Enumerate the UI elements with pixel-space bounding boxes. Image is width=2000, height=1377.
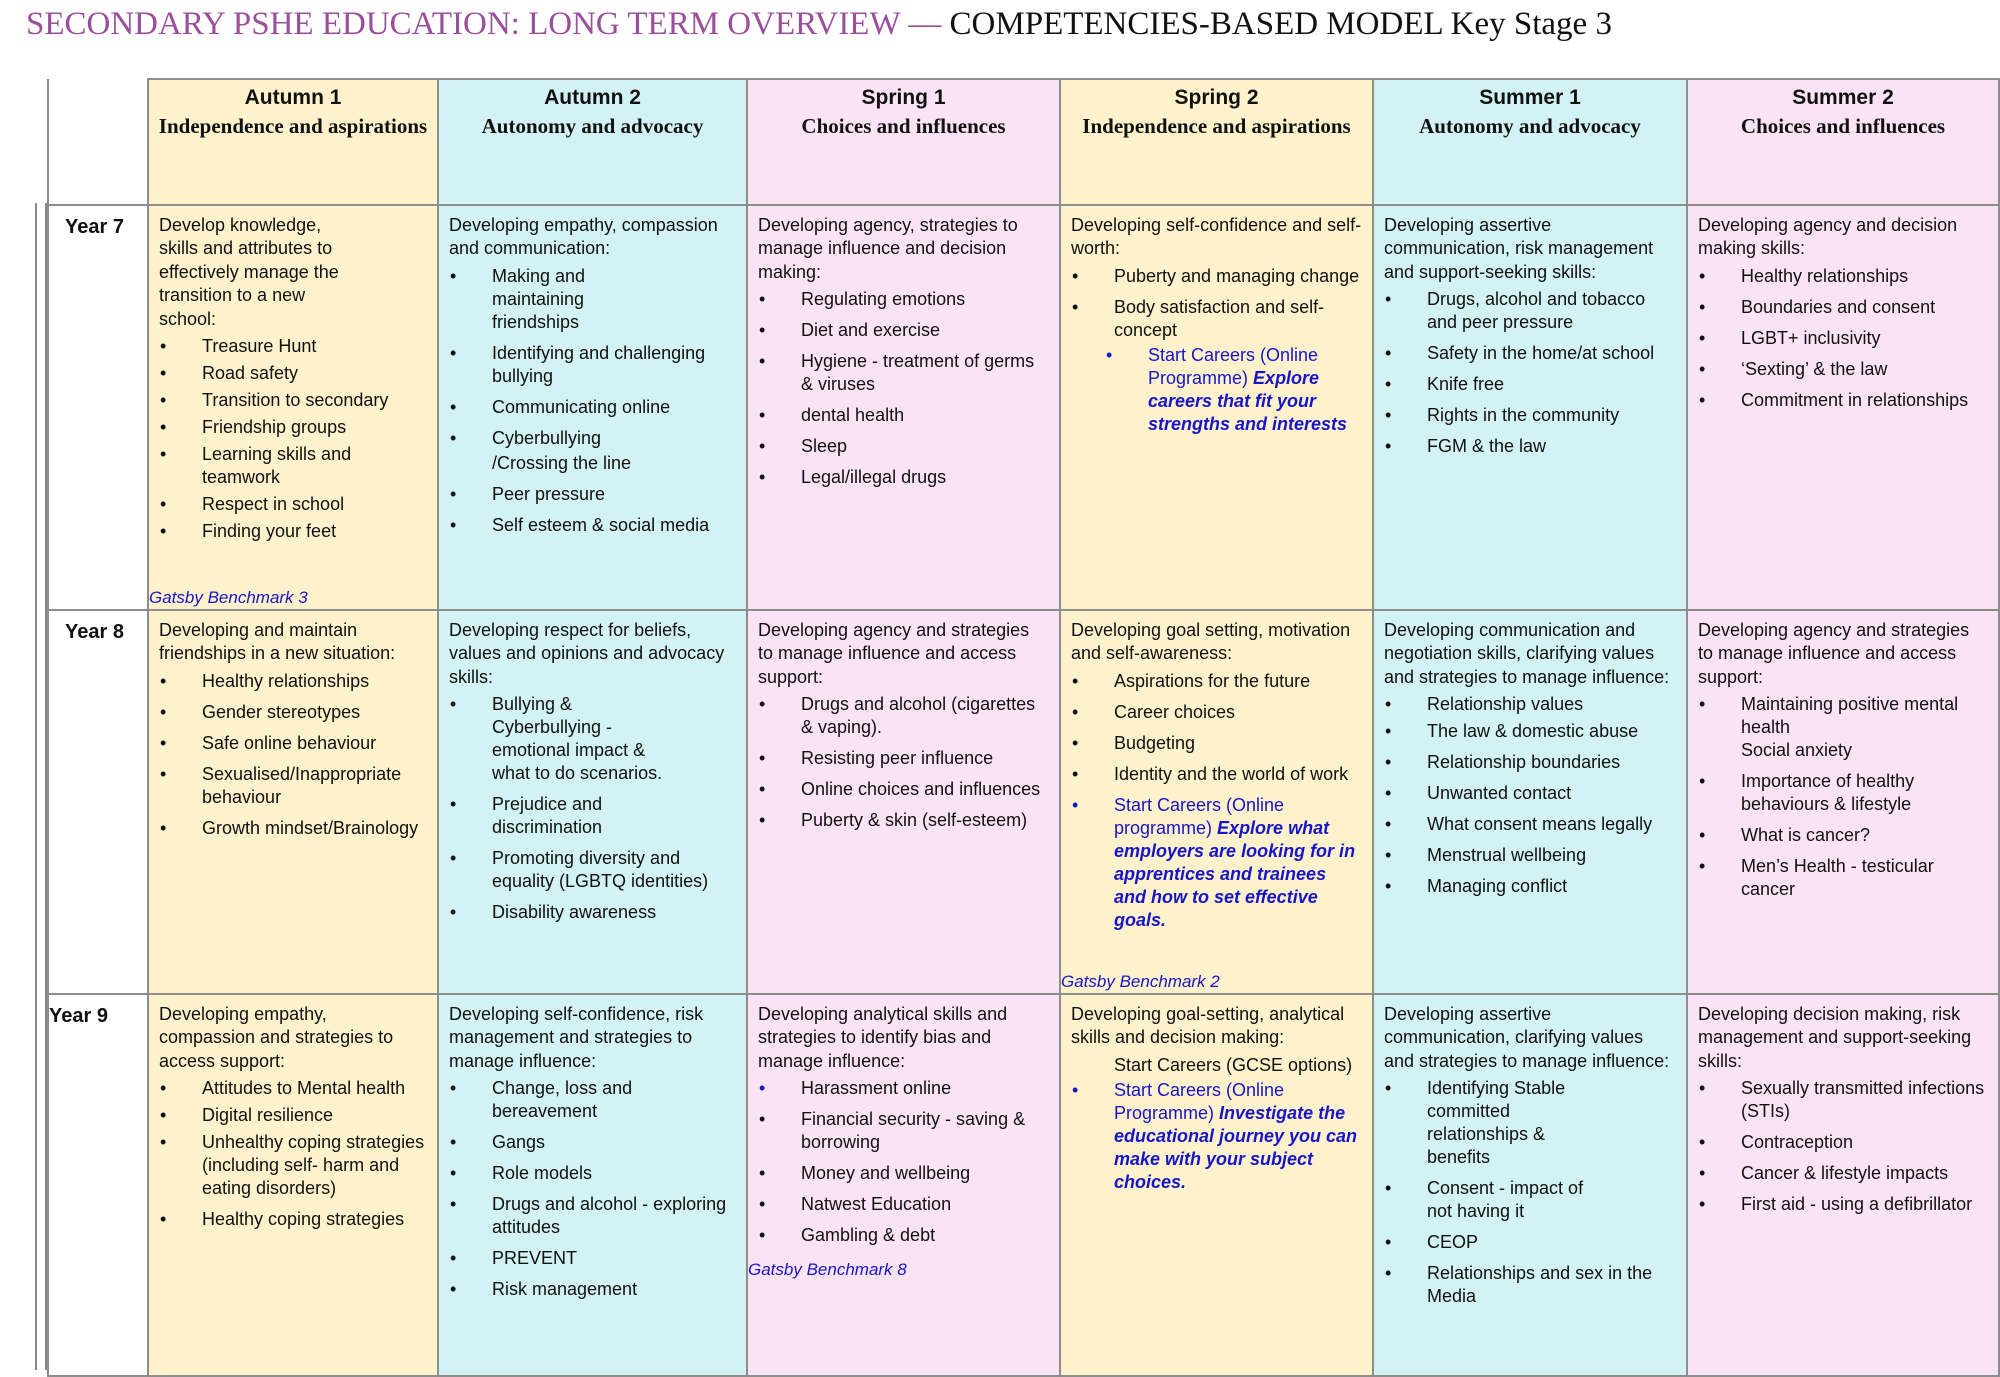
year-row-7 [48, 205, 1999, 610]
list-item: • What is cancer? [1698, 824, 1988, 847]
topic-list [159, 1077, 427, 1231]
list-item: • Consent - impact of not having it [1384, 1177, 1587, 1223]
year-label: Year 8 [65, 621, 124, 643]
list-item: • Drugs and alcohol (cigarettes & vaping). [758, 693, 1049, 739]
careers-text: Start Careers (Online Programme) [1148, 344, 1319, 388]
list-item: • Men’s Health - testicular cancer [1698, 855, 1988, 901]
term-theme: Choices and influences [1740, 114, 1946, 138]
list-item: • Regulating emotions [758, 288, 1049, 311]
year-label-cell [48, 994, 148, 1376]
topic-list [449, 693, 736, 924]
term-theme: Choices and influences [801, 114, 1006, 138]
cell-intro: Developing assertive communication, clarifying values and strategies to manage influence: [1384, 1004, 1670, 1071]
cell-intro: Developing self-confidence and self-worth: [1071, 215, 1362, 259]
list-item: • Resisting peer influence [758, 747, 1049, 770]
topic-cell [1060, 994, 1373, 1376]
list-item: • Gangs [449, 1131, 736, 1154]
left-margin-bar [35, 203, 47, 1370]
year-label: Year 7 [65, 216, 124, 238]
list-item: • Road safety [159, 362, 427, 385]
gatsby-benchmark: Gatsby Benchmark 3 [149, 587, 308, 607]
year-row-9 [48, 994, 1999, 1376]
list-item: • Making and maintaining friendships [449, 265, 602, 334]
header-row [48, 79, 1999, 205]
careers-emphasis: Investigate the educational journey you can make with your subject choices. [1114, 1102, 1358, 1192]
topic-cell [747, 994, 1060, 1376]
list-item: • Knife free [1384, 373, 1676, 396]
topic-list [449, 1077, 736, 1301]
list-item: • Peer pressure [449, 483, 736, 506]
list-item: • Role models [449, 1162, 736, 1185]
topic-cell [1687, 205, 1999, 610]
list-item: • Identifying Stable committed relationships & benefits [1384, 1077, 1567, 1169]
term-theme: Autonomy and advocacy [481, 114, 704, 138]
list-item: • The law & domestic abuse [1384, 720, 1676, 743]
list-item: • Identity and the world of work [1071, 763, 1362, 786]
cell-intro: Developing and maintain friendships in a new situation: [159, 620, 396, 664]
list-item: • Treasure Hunt [159, 335, 427, 358]
list-item [1698, 693, 1988, 762]
list-item: • Natwest Education [758, 1193, 1049, 1216]
list-item: • Relationship values [1384, 693, 1676, 716]
list-item: • Commitment in relationships [1698, 389, 1988, 412]
corner-cell [48, 79, 148, 205]
topic-cell [1373, 610, 1687, 994]
topic-list [449, 265, 736, 537]
list-item: • Online choices and influences [758, 778, 1049, 801]
year-label: Year 9 [49, 1005, 108, 1027]
cell-intro: Developing agency and strategies to manage influence and access support: [758, 620, 1030, 687]
cell-intro: Develop knowledge, skills and attributes to effectively manage the transition to a new school: [159, 215, 339, 329]
topic-cell [1060, 610, 1373, 994]
list-item: • Diet and exercise [758, 319, 1049, 342]
careers-item [1105, 344, 1362, 436]
cell-intro: Developing empathy, compassion and communication: [449, 215, 718, 259]
list-item: • Gender stereotypes [159, 701, 427, 724]
list-item: • Menstrual wellbeing [1384, 844, 1676, 867]
list-item-subtext: Social anxiety [1741, 740, 1853, 761]
list-item: • Growth mindset/Brainology [159, 817, 427, 840]
list-item: • Digital resilience [159, 1104, 427, 1127]
cell-intro: Developing respect for beliefs, values and opinions and advocacy skills: [449, 620, 725, 687]
cell-intro: Developing goal-setting, analytical skills and decision making: [1071, 1004, 1345, 1048]
term-header-spring-1 [747, 79, 1060, 205]
list-item: • Legal/illegal drugs [758, 466, 1049, 489]
term-theme: Independence and aspirations [158, 114, 428, 138]
cell-intro: Developing empathy, compassion and strategies to access support: [159, 1004, 394, 1071]
term-name: Autumn 1 [244, 86, 342, 109]
topic-list [758, 288, 1049, 489]
topic-list [1698, 693, 1988, 901]
list-item: • Transition to secondary [159, 389, 427, 412]
page-title [26, 6, 1612, 43]
term-header-summer-2 [1687, 79, 1999, 205]
list-item: • Risk management [449, 1278, 736, 1301]
cell-intro: Developing decision making, risk management and support-seeking skills: [1698, 1004, 1972, 1071]
list-item: • Cyberbullying [449, 427, 736, 450]
cell-intro: Developing agency and decision making skills: [1698, 215, 1958, 259]
topic-list [758, 1077, 1049, 1247]
list-item: • Sleep [758, 435, 1049, 458]
topic-cell [747, 610, 1060, 994]
year-label-cell [48, 610, 148, 994]
term-header-autumn-1 [148, 79, 438, 205]
list-item: • Drugs, alcohol and tobacco and peer pressure [1384, 288, 1676, 334]
list-item: • Puberty & skin (self-esteem) [758, 809, 1049, 832]
list-item: • Drugs and alcohol - exploring attitudes [449, 1193, 736, 1239]
topic-cell [148, 205, 438, 610]
topic-list [159, 335, 427, 543]
list-item: • What consent means legally [1384, 813, 1676, 836]
title-accent: SECONDARY PSHE EDUCATION: LONG TERM OVERVIEW — [26, 6, 942, 42]
topic-list [1071, 1054, 1362, 1194]
list-item: • PREVENT [449, 1247, 736, 1270]
list-item: • Career choices [1071, 701, 1362, 724]
list-item: • Managing conflict [1384, 875, 1676, 898]
topic-cell [1687, 994, 1999, 1376]
cell-intro: Developing self-confidence, risk management and strategies to manage influence: [449, 1004, 704, 1071]
list-item: • Communicating online [449, 396, 736, 419]
term-name: Spring 2 [1174, 86, 1259, 109]
list-item: • Rights in the community [1384, 404, 1676, 427]
topic-cell [438, 610, 747, 994]
careers-emphasis: Explore careers that fit your strengths and interests [1148, 367, 1348, 434]
list-item: • Disability awareness [449, 901, 736, 924]
topic-cell [148, 994, 438, 1376]
term-name: Autumn 2 [544, 86, 641, 109]
list-item: • Friendship groups [159, 416, 427, 439]
topic-list [1384, 288, 1676, 458]
list-item: • Prejudice and discrimination [449, 793, 632, 839]
cell-intro: Developing analytical skills and strategies to identify bias and manage influence: [758, 1004, 1008, 1071]
topic-cell [438, 205, 747, 610]
term-header-summer-1 [1373, 79, 1687, 205]
list-item: • Sexualised/Inappropriate behaviour [159, 763, 427, 809]
cell-intro: Developing assertive communication, risk management and support-seeking skills: [1384, 215, 1654, 282]
topic-cell [1373, 994, 1687, 1376]
term-theme: Autonomy and advocacy [1419, 114, 1641, 138]
topic-cell [1060, 205, 1373, 610]
topic-cell [747, 205, 1060, 610]
list-item: • Contraception [1698, 1131, 1988, 1154]
list-item: • Safety in the home/at school [1384, 342, 1676, 365]
cell-intro: Developing goal setting, motivation and self-awareness: [1071, 620, 1351, 664]
title-main: COMPETENCIES-BASED MODEL Key Stage 3 [949, 6, 1612, 42]
topic-cell [148, 610, 438, 994]
year-label-cell [48, 205, 148, 610]
list-item: • Hygiene - treatment of germs & viruses [758, 350, 1049, 396]
list-item: • Finding your feet [159, 520, 427, 543]
careers-item [1071, 794, 1362, 932]
list-item: • Unhealthy coping strategies (including self- harm and eating disorders) [159, 1131, 427, 1200]
list-item: /Crossing the line [492, 453, 632, 473]
list-item: • Healthy relationships [1698, 265, 1988, 288]
list-item: • dental health [758, 404, 1049, 427]
gatsby-benchmark: Gatsby Benchmark 8 [748, 1260, 907, 1279]
list-item: • Relationship boundaries [1384, 751, 1676, 774]
list-item: • Safe online behaviour [159, 732, 427, 755]
careers-item [1071, 1079, 1362, 1194]
topic-list [1071, 265, 1362, 436]
list-item: • Respect in school [159, 493, 427, 516]
list-item: • Healthy relationships [159, 670, 427, 693]
list-item: • Healthy coping strategies [159, 1208, 427, 1231]
list-item: • Change, loss and bereavement [449, 1077, 642, 1123]
list-item: • Promoting diversity and equality (LGBTQ identities) [449, 847, 736, 893]
topic-cell [1373, 205, 1687, 610]
careers-text: Start Careers (Online programme) [1114, 794, 1285, 838]
list-item: Start Careers (GCSE options) [1114, 1054, 1353, 1075]
term-header-autumn-2 [438, 79, 747, 205]
list-item: • Gambling & debt [758, 1224, 1049, 1247]
list-item: • Self esteem & social media [449, 514, 736, 537]
list-item: • LGBT+ inclusivity [1698, 327, 1988, 350]
list-item: • Attitudes to Mental health [159, 1077, 427, 1100]
list-item: • Money and wellbeing [758, 1162, 1049, 1185]
list-item: • Relationships and sex in the Media [1384, 1262, 1676, 1308]
list-item: • Bullying & Cyberbullying - emotional impact & what to do scenarios. [449, 693, 672, 785]
topic-list [1698, 265, 1988, 412]
list-item: • First aid - using a defibrillator [1698, 1193, 1988, 1216]
list-item: • Identifying and challenging bullying [449, 342, 736, 388]
term-name: Summer 2 [1792, 86, 1894, 109]
cell-intro: Developing communication and negotiation skills, clarifying values and strategies to manage influence: [1384, 620, 1670, 687]
list-item: • ‘Sexting’ & the law [1698, 358, 1988, 381]
topic-list [1071, 670, 1362, 932]
list-item: • Budgeting [1071, 732, 1362, 755]
topic-list [1384, 1077, 1676, 1308]
topic-list [1698, 1077, 1988, 1216]
overview-table [47, 78, 2000, 1377]
term-name: Spring 1 [861, 86, 946, 109]
topic-list [758, 693, 1049, 832]
list-item-text: Harassment online [801, 1078, 952, 1099]
list-item: • Unwanted contact [1384, 782, 1676, 805]
list-item: • CEOP [1384, 1231, 1676, 1254]
list-item: • Learning skills and teamwork [159, 443, 427, 489]
cell-intro: Developing agency and strategies to manage influence and access support: [1698, 620, 1970, 687]
year-row-8 [48, 610, 1999, 994]
topic-cell [1687, 610, 1999, 994]
term-theme: Independence and aspirations [1082, 114, 1351, 138]
cell-intro: Developing agency, strategies to manage influence and decision making: [758, 215, 1018, 282]
topic-cell [438, 994, 747, 1376]
list-item [758, 1077, 1049, 1100]
topic-list [1384, 693, 1676, 898]
list-item: • Sexually transmitted infections (STIs) [1698, 1077, 1988, 1123]
careers-text: Start Careers (Online Programme) [1114, 1079, 1285, 1123]
list-item: • Cancer & lifestyle impacts [1698, 1162, 1988, 1185]
list-item: • FGM & the law [1384, 435, 1676, 458]
careers-emphasis: Explore what employers are looking for in apprentices and trainees and how to set effective goals. [1114, 817, 1356, 931]
term-name: Summer 1 [1479, 86, 1581, 109]
list-item: • Body satisfaction and self-concept [1071, 296, 1362, 342]
term-header-spring-2 [1060, 79, 1373, 205]
list-item: • Boundaries and consent [1698, 296, 1988, 319]
list-item: • Puberty and managing change [1071, 265, 1362, 288]
list-item: • Financial security - saving & borrowing [758, 1108, 1049, 1154]
list-item: • Aspirations for the future [1071, 670, 1362, 693]
list-item-text: Maintaining positive mental health [1741, 694, 1959, 738]
gatsby-benchmark: Gatsby Benchmark 2 [1061, 971, 1220, 991]
topic-list [159, 670, 427, 840]
list-item: • Importance of healthy behaviours & lifestyle [1698, 770, 1988, 816]
